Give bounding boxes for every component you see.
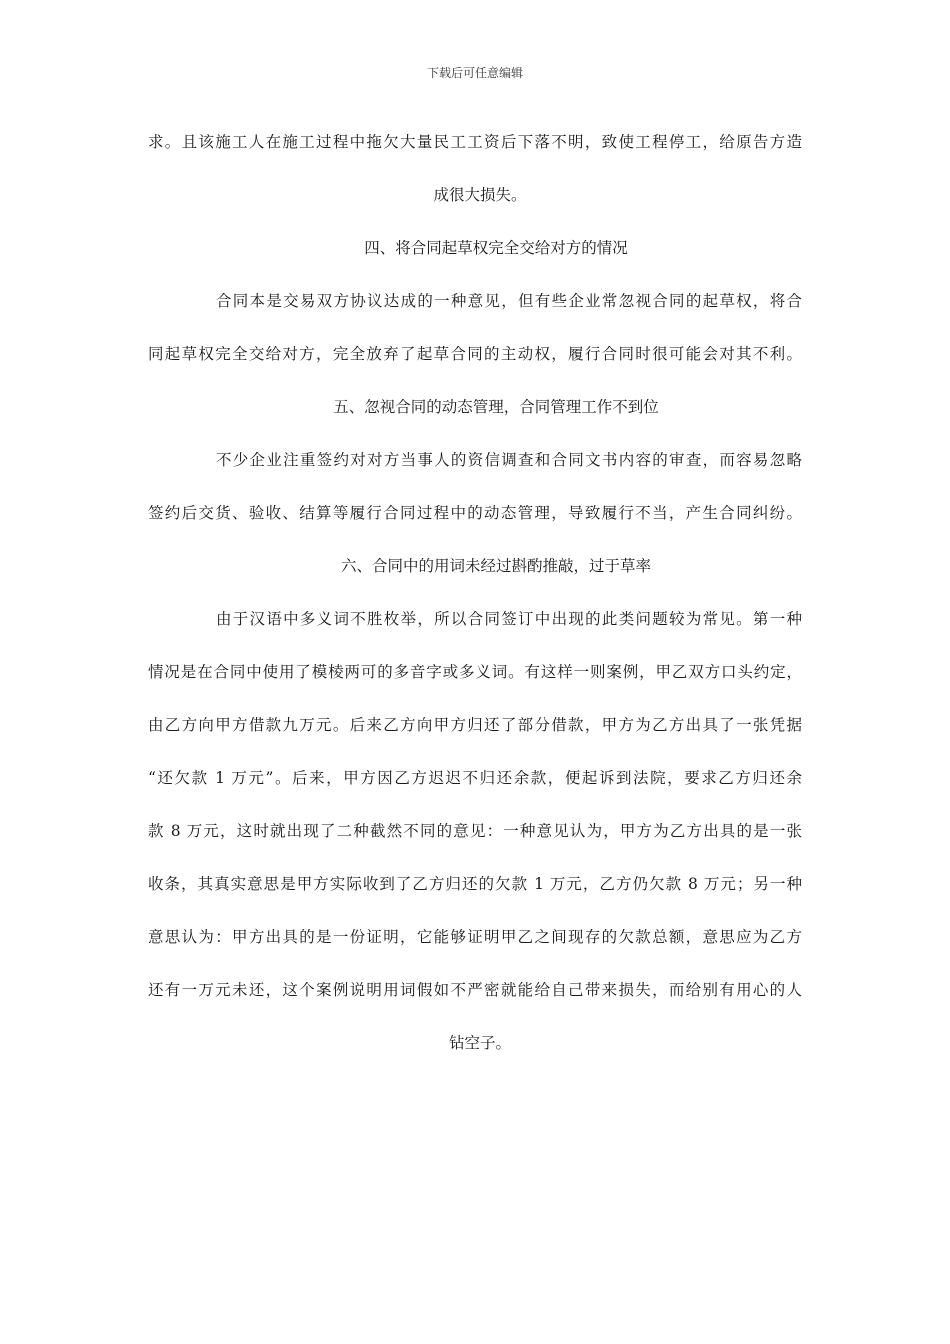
text-line: 款 8 万元，这时就出现了二种截然不同的意见：一种意见认为，甲方为乙方出具的是一张 (148, 822, 802, 840)
page-header: 下载后可任意编辑 (426, 66, 523, 80)
text-line: 同起草权完全交给对方，完全放弃了起草合同的主动权，履行合同时很可能会对其不利。 (148, 345, 802, 363)
paragraph (148, 275, 802, 381)
text-line: 还有一万元未还，这个案例说明用词假如不严密就能给自己带来损失，而给别有用心的人 (148, 981, 802, 999)
text-line: 钻空子。 (448, 1034, 511, 1052)
document-body (148, 116, 802, 1070)
paragraph (148, 116, 802, 222)
text-line: 不少企业注重签约对对方当事人的资信调查和合同文书内容的审查，而容易忽略 (216, 451, 802, 469)
section-heading: 四、将合同起草权完全交给对方的情况 (364, 239, 628, 257)
text-line: “还欠款 1 万元”。后来，甲方因乙方迟迟不归还余款，便起诉到法院，要求乙方归还余 (148, 769, 802, 787)
text-line: 签约后交货、验收、结算等履行合同过程中的动态管理，导致履行不当，产生合同纠纷。 (148, 504, 802, 522)
text-line: 成很大损失。 (433, 186, 527, 204)
section-heading: 六、合同中的用词未经过斟酌推敲，过于草率 (340, 557, 651, 575)
text-line: 收条，其真实意思是甲方实际收到了乙方归还的欠款 1 万元，乙方仍欠款 8 万元；另一种 (148, 875, 802, 893)
paragraph (148, 593, 802, 1070)
text-line: 意思认为：甲方出具的是一份证明，它能够证明甲乙之间现存的欠款总额，意思应为乙方 (148, 928, 802, 946)
text-line: 由乙方向甲方借款九万元。后来乙方向甲方归还了部分借款，甲方为乙方出具了一张凭据 (148, 716, 802, 734)
text-line: 合同本是交易双方协议达成的一种意见，但有些企业常忽视合同的起草权，将合 (216, 292, 802, 310)
section-heading: 五、忽视合同的动态管理，合同管理工作不到位 (333, 398, 659, 416)
text-line: 求。且该施工人在施工过程中拖欠大量民工工资后下落不明，致使工程停工，给原告方造 (148, 133, 802, 151)
text-line: 由于汉语中多义词不胜枚举，所以合同签订中出现的此类问题较为常见。第一种 (216, 610, 802, 628)
text-line: 情况是在合同中使用了模棱两可的多音字或多义词。有这样一则案例，甲乙双方口头约定， (148, 663, 802, 681)
paragraph (148, 434, 802, 540)
